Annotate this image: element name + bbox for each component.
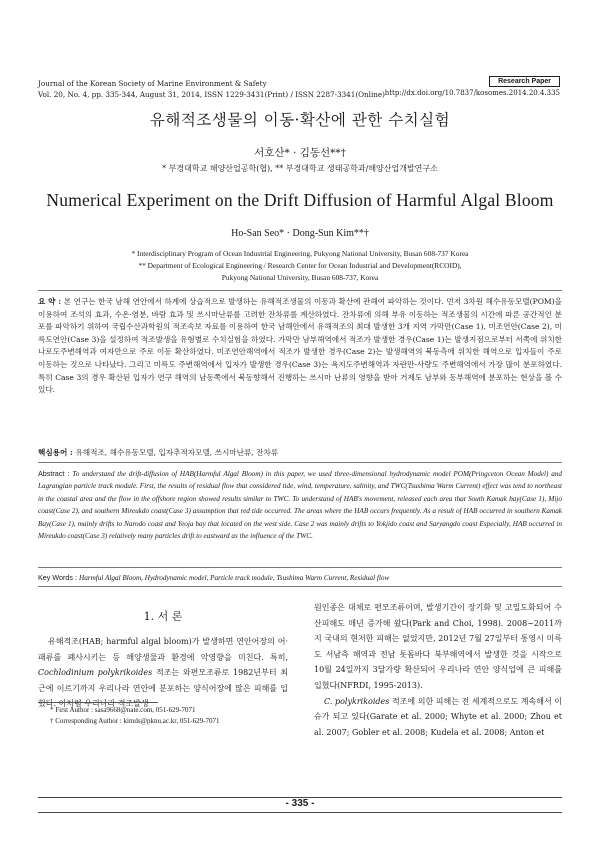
affiliation-line-1: * Interdisciplinary Program of Ocean Industrial Engineering, Pukyong National University, Busan 608-737 Korea bbox=[131, 249, 469, 258]
divider bbox=[38, 586, 562, 587]
korean-abstract-label: 요 약 : bbox=[38, 297, 64, 306]
paragraph: 원인종은 대체로 편모조류이며, 발생기간이 장기화 및 고밀도화되어 수산피해도 매년 증가해 왔다(Park and Choi, 1998). 2008~2011까지 국내의 현저한 피해는 없었지만, 2012년 7월 27일부터 통영시 미륵도 서남측 해역과 전남 돗돔바다 북부해역에서 발생한 것을 시작으로 10월 24일까지 3달가량 확산되어 우리나라 연안 양식업에 큰 피해를 입혔다(NFRDI, 1995-2013). bbox=[314, 603, 562, 690]
english-authors: Ho-San Seo* · Dong-Sun Kim**† bbox=[231, 228, 369, 239]
footnotes bbox=[50, 705, 219, 727]
body-right-column bbox=[314, 600, 562, 740]
korean-affiliation: * 부경대학교 해양산업공학(협), ** 부경대학교 생태공학과/해양산업개발연구소 bbox=[162, 164, 438, 173]
journal-volume: Vol. 20, No. 4, pp. 335-344, August 31, 2014, ISSN 1229-3431(Print) / ISSN 2287-3341(Online) bbox=[38, 90, 385, 99]
journal-name: Journal of the Korean Society of Marine Environment & Safety bbox=[38, 79, 267, 88]
korean-abstract-text: 본 연구는 한국 남해 연안에서 하계에 상습적으로 발생하는 유해적조생물의 이동과 확산에 관해여 파악하는 것이다. 먼저 3차원 해수유동모델(POM)을 이용하여 조석의 효과, 수온·염분, 바람 효과 및 쓰시마난류를 고려한 잔차류를 계산하였다. 잔차류에 의해 부유 이동하는 적조생물의 시간에 따른 공간적인 분포를 파악하기 위하여 국립수산과학원의 적조속보 자료를 이용하여 한국 남해안에서 유해적조의 최대 발생한 3개 지역 가막만(Case 1), 미조연안(Case 2), 미륵도연안(Case 3)을 설정하여 적조발생을 유형별로 수치실험을 하였다. 가막만 남부해역에서 적조가 발생한 경우(Case 1)는 발생지점으로부터 서쪽에 위치한 나로도주변해역과 여자만으로 주로 이동 확산하였다. 미조연안해역에서 적조가 발생한 경우(Case 2)는 발생해역의 북동측에 위치한 해역으로 입자들이 주로 이동하는 것으로 나타났다. 그리고 미륵도 주변해역에서 입자가 발생한 경우(Case 3)는 욕지도주변해역과 자란만-사량도 주변해역에서 가장 많이 분포하였다. 특히 Case 3의 경우 확산된 입자가 연구 해역의 남동쪽에서 북동향해서 진행하는 쓰시마 난류의 영향을 받아 거제도 남부와 동부해역에 분포하는 현상을 볼 수 있다. bbox=[38, 297, 563, 395]
first-author-note: * First Author : sasa9668@nate.com, 051-629-7071 bbox=[50, 706, 196, 714]
footnote-divider bbox=[38, 702, 158, 703]
english-title: Numerical Experiment on the Drift Diffusion of Harmful Algal Bloom bbox=[46, 190, 554, 210]
korean-authors: 서호산* · 김동선**† bbox=[254, 147, 346, 159]
journal-header bbox=[38, 78, 385, 100]
species-name: C. polykrikoides bbox=[324, 696, 390, 706]
english-keywords-label: Key Words : bbox=[38, 573, 80, 582]
english-abstract-label: Abstract : bbox=[38, 469, 73, 478]
divider bbox=[38, 567, 562, 568]
english-keywords bbox=[38, 573, 562, 582]
corresponding-author-note: † Corresponding Author : kimds@pknu.ac.kr, 051-629-7071 bbox=[50, 717, 220, 725]
doi-link[interactable]: http://dx.doi.org/10.7837/kosomes.2014.20.4.335 bbox=[384, 89, 560, 97]
page-number: - 335 - bbox=[285, 798, 315, 809]
paragraph-text: 적조에 의한 피해는 전 세계적으로도 계속해서 이슈가 되고 있다(Garate et al. 2000; Whyte et al. 2000; Zhou et al. 2007; Gobler et al. 2008; Kudela et al. 2008; Anton et bbox=[314, 696, 562, 737]
paragraph bbox=[314, 694, 562, 741]
species-name: Cochlodinium polykrikoides bbox=[38, 668, 153, 678]
english-abstract-text: To understand the drift-diffusion of HAB(Harmful Algal Bloom) in this paper, we used three-dimensional hydrodynamic model POM(Pringceton Ocean Model) and Lagrangian particle track module. First, the results of residual flow that considered tide, wind, temperature, salinity, and TWC(Tsushima Warm Current) effect was tend to northeast in the coastal area and the flow in the offshore region showed results similar to TWC. To understand of HAB's movement, released each area that South Kamak bay(Case 1), Mijo coast(Case 2), and southern Mireukdo coast(Case 3) assumption that red tide occurred. The areas where the HAB occurs frequently. As a result of HAB occurred in southern Kamak Bay(Case 1), mainly drifts to Narodo coast and Yeoja bay that located on the west side. Case 2 was mainly drifts to Yokjido coast and Saryangdo coast Especially, HAB occurred in Mireukdo coast(Case 3) relatively many particles drift to eastward as the influence of the TWC. bbox=[38, 470, 562, 541]
divider bbox=[38, 462, 562, 463]
page-divider bbox=[38, 812, 562, 813]
affiliation-line-2: ** Department of Ecological Engineering / Research Center for Ocean Industrial and Development(RCOID), bbox=[138, 261, 462, 270]
korean-keywords-text: 유해적조, 해수유동모델, 입자추적자모델, 쓰시마난류, 잔차류 bbox=[75, 448, 279, 457]
affiliation-line-3: Pukyong National University, Busan 608-737, Korea bbox=[221, 273, 379, 282]
body-left-column bbox=[38, 634, 288, 712]
english-abstract bbox=[38, 468, 562, 542]
paragraph bbox=[38, 634, 288, 712]
korean-abstract bbox=[38, 296, 562, 397]
paragraph-text: 유해적조(HAB; harmful algal bloom)가 발생하면 연안어장의 어·패류를 폐사시키는 등 해양생물과 환경에 악영향을 미친다. 특히, bbox=[38, 637, 288, 662]
section-heading: 1. 서 론 bbox=[143, 610, 183, 623]
korean-keywords bbox=[38, 447, 562, 458]
english-affiliation bbox=[0, 248, 600, 284]
korean-keywords-label: 핵심용어 : bbox=[38, 448, 76, 457]
research-paper-badge: Research Paper bbox=[489, 76, 560, 87]
divider bbox=[38, 290, 562, 291]
korean-title: 유해적조생물의 이동·확산에 관한 수치실험 bbox=[149, 111, 451, 129]
english-keywords-text: Harmful Algal Bloom, Hydrodynamic model, Particle track module, Tsushima Warm Current, Residual flow bbox=[79, 574, 390, 582]
paragraph-text: 적조는 와편모조류로 1982년부터 최근에 이르기까지 우리나라 연안에 분포하는 양식어장에 많은 피해를 입혔다. 이처럼 우리나라 적조발생 bbox=[38, 668, 289, 709]
